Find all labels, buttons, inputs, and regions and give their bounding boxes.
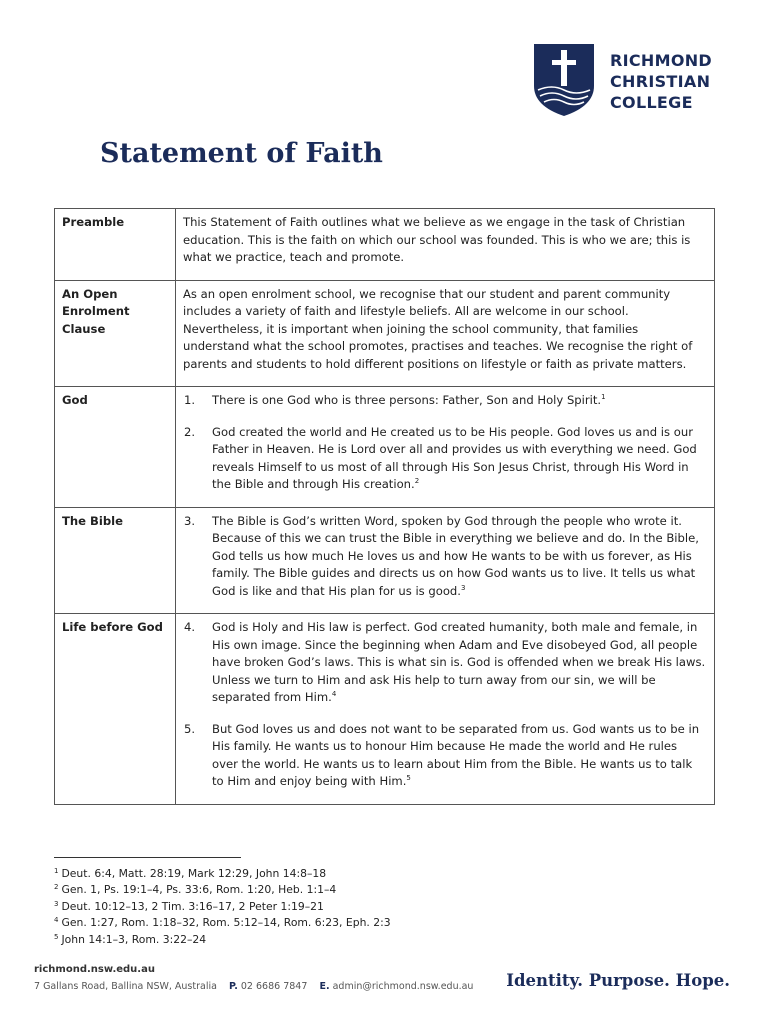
table-row bbox=[55, 280, 715, 387]
item-number: 5. bbox=[184, 721, 196, 736]
section-content bbox=[176, 614, 715, 805]
list-item bbox=[183, 392, 706, 410]
item-number: 3. bbox=[184, 513, 196, 528]
phone-label: P. bbox=[229, 981, 238, 992]
footnote bbox=[54, 866, 391, 882]
table-row bbox=[55, 387, 715, 508]
footnote-ref[interactable]: 2 bbox=[414, 477, 420, 485]
item-text: The Bible is God’s written Word, spoken by God through the people who wrote it. Because of this we can trust the Bible in everything we believe and do. In the Bible, God tells us how much He loves us and how He wants to be with us forever, as His family. The Bible guides and directs us on how God wants us to live. It tells us what God is like and that His plan for us is good. bbox=[212, 513, 699, 598]
footnote-text: Deut. 10:12–13, 2 Tim. 3:16–17, 2 Peter 1:19–21 bbox=[61, 899, 324, 913]
item-number: 1. bbox=[184, 393, 196, 407]
tagline: Identity. Purpose. Hope. bbox=[506, 971, 730, 990]
college-name-line3: COLLEGE bbox=[610, 93, 693, 112]
table-row bbox=[55, 614, 715, 805]
page-title: Statement of Faith bbox=[100, 138, 383, 169]
college-name bbox=[610, 50, 712, 113]
table-row bbox=[55, 209, 715, 281]
item-text: There is one God who is three persons: Father, Son and Holy Spirit. bbox=[212, 393, 602, 407]
section-label: Preamble bbox=[55, 209, 176, 281]
footnote bbox=[54, 932, 391, 948]
footnote-text: Deut. 6:4, Matt. 28:19, Mark 12:29, John 14:8–18 bbox=[61, 867, 327, 880]
footnote-text: Gen. 1:27, Rom. 1:18–32, Rom. 5:12–14, Rom. 6:23, Eph. 2:3 bbox=[61, 916, 391, 930]
footer-contact bbox=[34, 981, 473, 992]
list-item bbox=[183, 721, 706, 791]
footnote-text: John 14:1–3, Rom. 3:22–24 bbox=[61, 932, 207, 946]
college-logo bbox=[530, 40, 730, 120]
footer-email-link[interactable]: admin@richmond.nsw.edu.au bbox=[332, 981, 474, 992]
footnotes bbox=[54, 866, 391, 948]
college-name-line1: RICHMOND bbox=[610, 51, 713, 70]
section-content bbox=[176, 209, 715, 281]
footnote-number: 2 bbox=[54, 883, 59, 892]
footnote bbox=[54, 915, 391, 931]
enrolment-text: As an open enrolment school, we recognise that our student and parent community includes a variety of faith and lifestyle beliefs. All are welcome in our school. Nevertheless, it is important when joining the school community, that families understand what the school promotes, practises and teaches. We recognise the right of parents and students to hold different positions on lifestyle or faith as private matters. bbox=[183, 286, 693, 371]
item-number: 4. bbox=[184, 620, 196, 634]
section-label: God bbox=[55, 387, 176, 508]
item-text: God is Holy and His law is perfect. God created humanity, both male and female, in His own image. Since the beginning when Adam and Eve disobeyed God, all people have broken God’s laws. This is what sin is. God is offended when we break His laws. Unless we turn to Him and ask His help to turn away from our sin, we will be separated from Him. bbox=[212, 620, 706, 704]
footnote-number: 5 bbox=[54, 932, 59, 941]
item-number: 2. bbox=[184, 424, 196, 439]
section-label: An Open Enrolment Clause bbox=[55, 280, 176, 387]
section-label: The Bible bbox=[55, 507, 176, 614]
footnote-number: 3 bbox=[54, 899, 59, 908]
list-item bbox=[183, 424, 706, 494]
footnote-number: 1 bbox=[54, 867, 59, 875]
footnote bbox=[54, 882, 391, 898]
section-content bbox=[176, 507, 715, 614]
email-label: E. bbox=[319, 981, 330, 992]
footnote-ref[interactable]: 3 bbox=[460, 583, 466, 592]
section-content bbox=[176, 387, 715, 508]
list-item bbox=[183, 513, 706, 601]
footnote-number: 4 bbox=[54, 916, 59, 925]
footnote-divider bbox=[54, 857, 241, 858]
section-content bbox=[176, 280, 715, 387]
statement-table bbox=[54, 208, 715, 805]
item-text: God created the world and He created us to be His people. God loves us and is our Father in Heaven. He is Lord over all and provides us with everything we need. God reveals Himself to us most of all through His Son Jesus Christ, through His Word in the Bible and through His creation. bbox=[212, 424, 697, 491]
footer-address: 7 Gallans Road, Ballina NSW, Australia bbox=[34, 981, 217, 992]
list-item bbox=[183, 619, 706, 707]
footer-phone: 02 6686 7847 bbox=[240, 981, 308, 992]
footer-website-link[interactable]: richmond.nsw.edu.au bbox=[34, 964, 155, 975]
footnote-text: Gen. 1, Ps. 19:1–4, Ps. 33:6, Rom. 1:20, Heb. 1:1–4 bbox=[61, 883, 337, 897]
college-name-line2: CHRISTIAN bbox=[610, 72, 711, 91]
footnote-ref[interactable]: 4 bbox=[331, 690, 337, 698]
footnote bbox=[54, 899, 391, 915]
table-row bbox=[55, 507, 715, 614]
item-text: But God loves us and does not want to be separated from us. God wants us to be in His family. He wants us to honour Him because He made the world and He rules over the world. He wants us to learn about Him from the Bible. He wants us to talk to Him and enjoy being with Him. bbox=[212, 721, 700, 788]
footnote-ref[interactable]: 1 bbox=[601, 393, 606, 401]
preamble-text: This Statement of Faith outlines what we believe as we engage in the task of Christian education. This is the faith on which our school was founded. This is who we are; this is what we practice, teach and promote. bbox=[183, 215, 691, 264]
cross-shield-icon bbox=[530, 40, 598, 118]
footnote-ref[interactable]: 5 bbox=[406, 774, 411, 782]
section-label: Life before God bbox=[55, 614, 176, 805]
